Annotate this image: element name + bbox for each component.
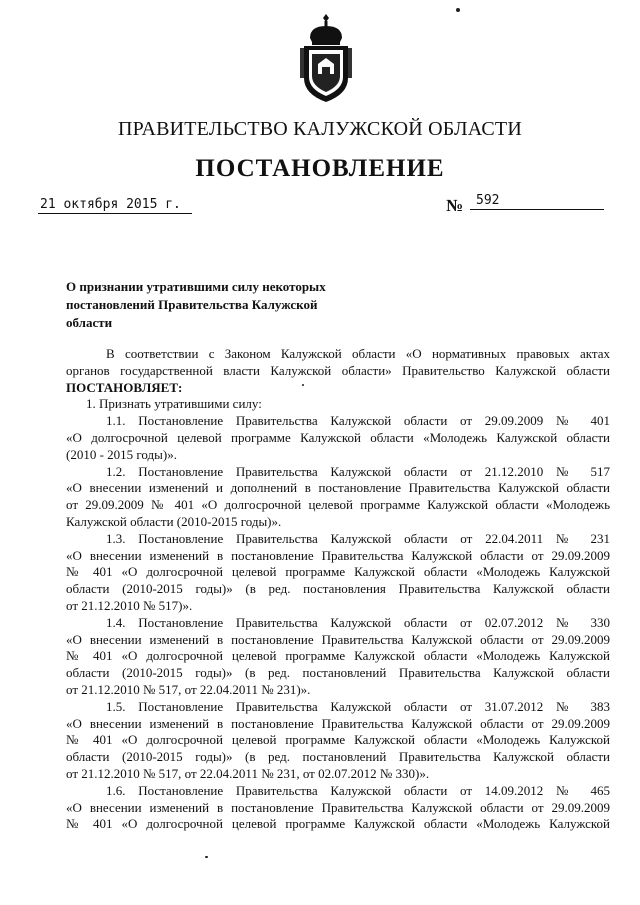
subject-line: области (66, 315, 113, 330)
body-line: «О долгосрочной целевой программе Калужской области «Молодежь Калужской области (66, 429, 610, 445)
body-line: области (2010-2015 годы)» (в ред. постановления Правительства Калужской области (66, 581, 610, 597)
number-sign: № (446, 196, 464, 215)
body-line: 1.1. Постановление Правительства Калужской области от 29.09.2009 № 401 (106, 413, 610, 429)
body-line: № 401 «О долгосрочной целевой программе Калужской области «Молодежь Калужской (66, 732, 610, 748)
resolves-heading: ПОСТАНОВЛЯЕТ: (66, 379, 183, 395)
body-line: области (2010-2015 годы)» (в ред. постановлений Правительства Калужской области (66, 749, 610, 765)
scan-dot (456, 8, 460, 12)
document-number: 592 (470, 193, 604, 210)
body-line: 1. Признать утратившими силу: (86, 396, 262, 412)
document-body (66, 346, 610, 833)
body-line: от 21.12.2010 № 517, от 22.04.2011 № 231)». (66, 681, 311, 697)
government-title: ПРАВИТЕЛЬСТВО КАЛУЖСКОЙ ОБЛАСТИ (118, 118, 522, 140)
body-line: от 29.09.2009 № 401 «О долгосрочной целевой программе Калужской области «Молодежь (66, 497, 610, 513)
subject-line: постановлений Правительства Калужской (66, 297, 318, 312)
body-line: «О внесении изменений в постановление Правительства Калужской области от 29.09.2009 (66, 715, 610, 731)
body-line: органов государственной власти Калужской области» Правительство Калужской области (66, 362, 610, 378)
body-line: 1.3. Постановление Правительства Калужской области от 22.04.2011 № 231 (106, 530, 610, 546)
body-line: от 21.12.2010 № 517, от 22.04.2011 № 231, от 02.07.2012 № 330)». (66, 765, 430, 781)
body-line: «О внесении изменений в постановление Правительства Калужской области от 29.09.2009 (66, 799, 610, 815)
body-line: В соответствии с Законом Калужской области «О нормативных правовых актах (106, 346, 610, 361)
subject-line: О признании утратившими силу некоторых (66, 279, 326, 294)
body-line: «О внесении изменений в постановление Правительства Калужской области от 29.09.2009 (66, 631, 610, 647)
scan-dot (302, 384, 304, 386)
document-subject (66, 278, 366, 332)
body-line: 1.5. Постановление Правительства Калужской области от 31.07.2012 № 383 (106, 698, 610, 714)
document-type-title: ПОСТАНОВЛЕНИЕ (195, 155, 445, 182)
body-line: 1.2. Постановление Правительства Калужской области от 21.12.2010 № 517 (106, 463, 610, 479)
body-line: 1.4. Постановление Правительства Калужской области от 02.07.2012 № 330 (106, 614, 610, 630)
body-line: № 401 «О долгосрочной целевой программе Калужской области «Молодежь Калужской (66, 648, 610, 664)
body-line: от 21.12.2010 № 517)». (66, 597, 193, 613)
body-line: «О внесении изменений в постановление Правительства Калужской области от 29.09.2009 (66, 547, 610, 563)
coat-of-arms-icon (298, 12, 354, 104)
body-line: № 401 «О долгосрочной целевой программе Калужской области «Молодежь Калужской (66, 816, 610, 832)
body-line: Калужской области (2010-2015 годы)». (66, 513, 282, 529)
body-line: № 401 «О долгосрочной целевой программе Калужской области «Молодежь Калужской (66, 564, 610, 580)
scan-dot (205, 856, 208, 858)
body-line: 1.6. Постановление Правительства Калужской области от 14.09.2012 № 465 (106, 782, 610, 798)
body-line: области (2010-2015 годы)» (в ред. постановлений Правительства Калужской области (66, 665, 610, 681)
body-line: «О внесении изменений и дополнений в постановление Правительства Калужской области (66, 480, 610, 496)
body-line: (2010 - 2015 годы)». (66, 446, 177, 462)
document-date: 21 октября 2015 г. (38, 197, 192, 214)
